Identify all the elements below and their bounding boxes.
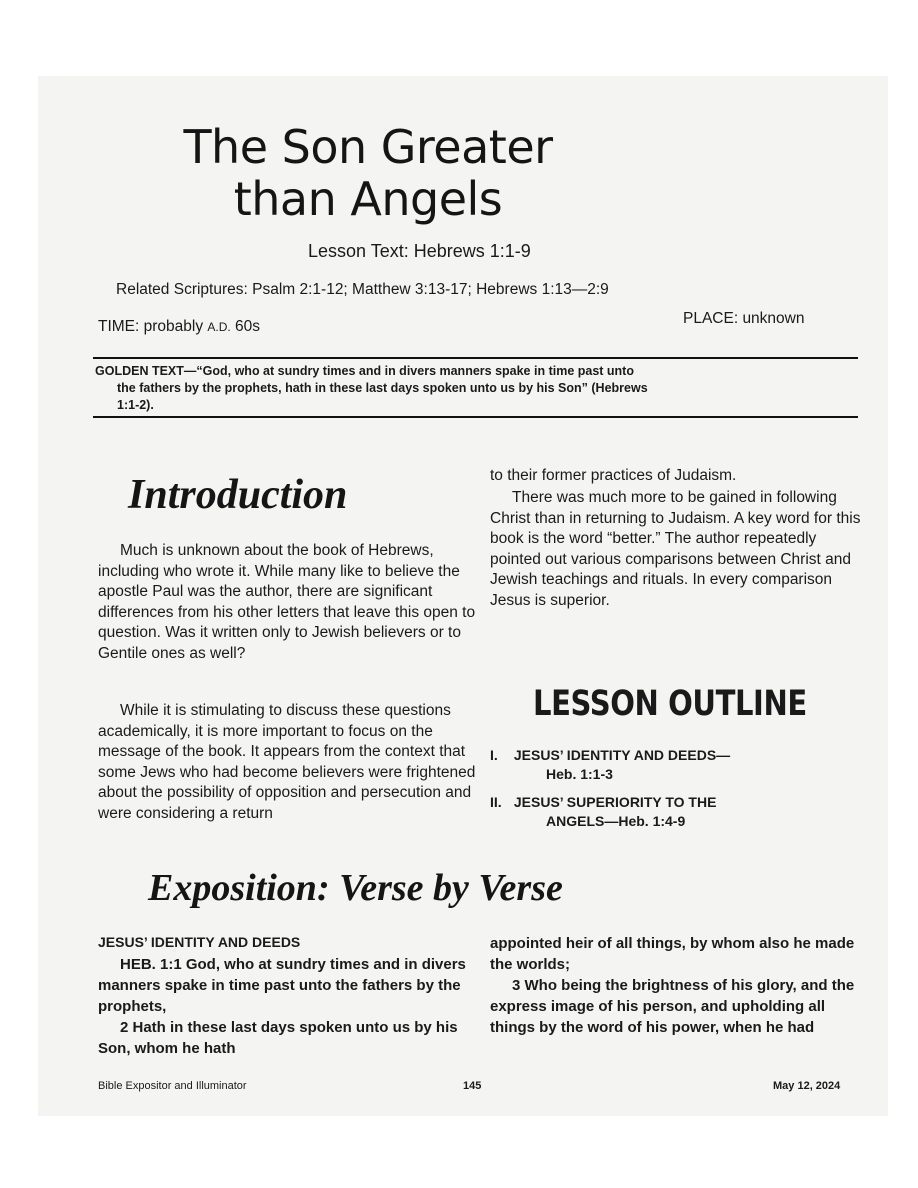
outline-item-number: II.: [490, 794, 502, 810]
outline-item-number: I.: [490, 747, 498, 763]
page: [38, 76, 888, 1116]
verse-1: HEB. 1:1 God, who at sundry times and in divers manners spake in time past unto the fathers by the prophets,: [98, 956, 466, 1015]
golden-text-line-2: the fathers by the prophets, hath in these last days spoken unto us by his Son” (Hebrews: [117, 381, 648, 395]
exposition-heading: Exposition: Verse by Verse: [148, 867, 563, 909]
title-line-2: than Angels: [233, 172, 503, 226]
outline-item-2: [490, 793, 716, 831]
outline-item-title: JESUS’ SUPERIORITY TO THE: [513, 794, 717, 810]
golden-rule-top: [93, 357, 858, 359]
footer-date: May 12, 2024: [773, 1080, 841, 1092]
time-era: A.D.: [207, 320, 231, 334]
verse-3: 3 Who being the brightness of his glory, and the express image of his person, and upholding all things by the word of his power, when he had: [490, 977, 855, 1036]
lesson-outline-heading: LESSON OUTLINE: [533, 684, 807, 724]
introduction-heading: Introduction: [128, 472, 348, 518]
time-line: [98, 318, 260, 336]
verse-2-continued: appointed heir of all things, by whom also he made the worlds;: [490, 935, 855, 973]
time-suffix: 60s: [230, 318, 261, 335]
golden-text: [95, 363, 863, 414]
footer-page-number: 145: [463, 1080, 482, 1092]
place-line: PLACE: unknown: [683, 310, 805, 327]
outline-item-1: [490, 746, 730, 784]
outline-item-title: JESUS’ IDENTITY AND DEEDS—: [513, 747, 731, 763]
verse-column-left: [98, 954, 483, 1059]
lesson-title: [128, 121, 608, 225]
golden-rule-bottom: [93, 416, 858, 418]
intro-paragraph-3: to their former practices of Judaism.: [490, 467, 737, 484]
exposition-section-heading: JESUS’ IDENTITY AND DEEDS: [98, 934, 301, 950]
intro-paragraph-4: There was much more to be gained in following Christ than in returning to Judaism. A key word for this book is the word “better.” The author repeatedly pointed out various comparisons between Christ and Jewish teachings and rituals. In every comparison Jesus is superior.: [490, 489, 861, 609]
footer-publication: Bible Expositor and Illuminator: [98, 1080, 247, 1092]
intro-paragraph-2: While it is stimulating to discuss these questions academically, it is more important to focus on the message of the book. It appears from the context that some Jews who had become believers were frightened about the possibility of opposition and persecution and were considering a return: [98, 702, 476, 822]
time-prefix: TIME: probably: [98, 318, 208, 335]
verse-2: 2 Hath in these last days spoken unto us by his Son, whom he hath: [98, 1019, 458, 1057]
lesson-text: Lesson Text: Hebrews 1:1-9: [308, 241, 531, 261]
title-line-1: The Son Greater: [183, 120, 553, 174]
outline-item-reference: ANGELS—Heb. 1:4-9: [546, 813, 686, 829]
intro-paragraph-1: Much is unknown about the book of Hebrews, including who wrote it. While many like to believe the apostle Paul was the author, there are significant differences from his other letters that leave this open to question. Was it written only to Jewish believers or to Gentile ones as well?: [98, 542, 476, 662]
related-scriptures: Related Scriptures: Psalm 2:1-12; Matthew 3:13-17; Hebrews 1:13—2:9: [116, 281, 609, 298]
golden-text-line-3: 1:1-2).: [117, 398, 154, 412]
outline-item-reference: Heb. 1:1-3: [546, 766, 613, 782]
golden-text-line-1: GOLDEN TEXT—“God, who at sundry times and in divers manners spake in time past unto: [95, 364, 634, 378]
verse-column-right: [490, 933, 870, 1038]
